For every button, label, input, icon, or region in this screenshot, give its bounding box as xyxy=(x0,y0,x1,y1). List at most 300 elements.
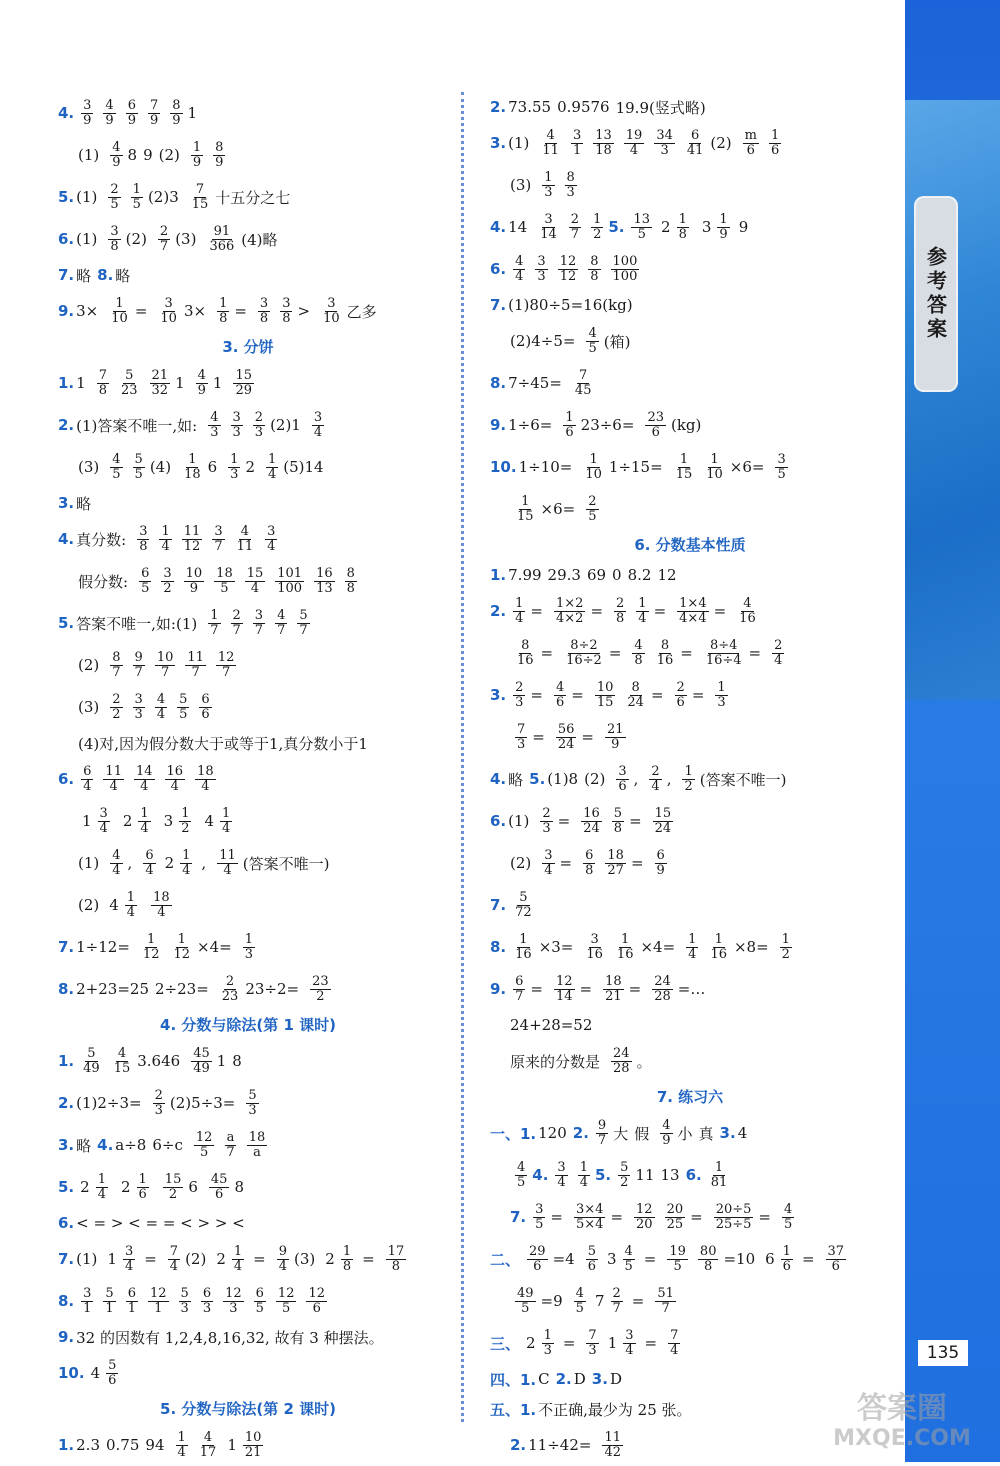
numerator: 3 xyxy=(267,523,276,539)
numerator: 6 xyxy=(141,565,150,581)
fraction xyxy=(709,1161,730,1189)
question-number: 4. xyxy=(490,770,507,788)
fraction xyxy=(586,1329,598,1357)
answer-text: 13 xyxy=(660,1166,680,1184)
numerator: 4 xyxy=(117,1045,127,1061)
fraction xyxy=(214,567,235,595)
denominator: 15 xyxy=(596,694,614,710)
numerator: 16 xyxy=(316,565,333,581)
denominator: 10 xyxy=(323,310,340,326)
answer-text: 9 xyxy=(738,218,749,236)
numerator: 4 xyxy=(634,637,643,653)
denominator: 7 xyxy=(661,1300,670,1316)
question-number: 9. xyxy=(58,302,75,320)
numerator: 2 xyxy=(612,1285,621,1301)
numerator: 1 xyxy=(679,451,689,467)
answer-text: 1 xyxy=(76,374,86,392)
numerator: 8 xyxy=(112,649,121,665)
numerator: 34 xyxy=(656,127,673,143)
denominator: 9 xyxy=(127,112,136,128)
denominator: 9 xyxy=(172,112,181,128)
numerator: 1 xyxy=(219,295,228,311)
numerator: 1 xyxy=(267,451,277,467)
numerator: 1 xyxy=(210,607,219,623)
fraction xyxy=(148,1287,169,1315)
denominator: 10 xyxy=(585,466,602,482)
numerator: 3 xyxy=(110,223,119,239)
fraction xyxy=(123,1245,135,1273)
fraction xyxy=(737,597,758,625)
numerator: 3 xyxy=(134,691,143,707)
numerator: 6 xyxy=(145,847,154,863)
denominator: 72 xyxy=(515,904,532,920)
numerator: 3 xyxy=(99,805,108,821)
answer-text: 小 xyxy=(677,1124,693,1143)
answer-line xyxy=(58,1040,438,1082)
question-number: 3. xyxy=(490,134,507,152)
answer-text: 3.646 xyxy=(137,1052,181,1070)
denominator: 4×4 xyxy=(679,610,707,626)
fraction xyxy=(624,129,645,157)
denominator: 5 xyxy=(624,1258,633,1274)
answer-text: = xyxy=(253,1250,266,1268)
page-number: 135 xyxy=(918,1340,968,1366)
answer-text: (2)5÷3= xyxy=(169,1094,236,1112)
denominator: 25÷5 xyxy=(715,1216,752,1232)
fraction xyxy=(195,765,216,793)
fraction xyxy=(704,639,744,667)
question-number: 三、 xyxy=(490,1334,521,1353)
question-number: 2. xyxy=(510,1436,527,1454)
numerator: 49 xyxy=(517,1285,534,1301)
answer-text: 假 xyxy=(634,1124,650,1143)
fraction xyxy=(96,1173,108,1201)
numerator: 8 xyxy=(346,565,355,581)
denominator: 4 xyxy=(515,610,524,626)
answer-text: 。 xyxy=(636,1052,652,1071)
numerator: 6 xyxy=(515,973,524,989)
whole-part: 6 xyxy=(765,1250,775,1268)
answer-text: 2+23=25 xyxy=(76,980,149,998)
question-number: 7. xyxy=(58,938,75,956)
question-number: 4. xyxy=(58,104,75,122)
answer-text: = xyxy=(628,980,642,998)
fraction xyxy=(586,495,598,523)
numerator: 6 xyxy=(127,1285,136,1301)
fraction xyxy=(223,1287,244,1315)
question-number: 1. xyxy=(58,374,75,392)
answer-line xyxy=(490,488,890,530)
fraction xyxy=(515,1161,527,1189)
answer-text: = xyxy=(644,1334,658,1352)
denominator: 13 xyxy=(316,580,333,596)
answer-text: = xyxy=(691,686,705,704)
answer-text: = xyxy=(530,602,543,620)
denominator: 45 xyxy=(574,382,592,398)
numerator: 3 xyxy=(535,1201,544,1217)
denominator: 4 xyxy=(515,268,524,284)
mixed-number xyxy=(80,1173,113,1201)
fraction xyxy=(605,723,626,751)
denominator: 11 xyxy=(542,142,559,158)
question-number: 五、1. xyxy=(490,1400,537,1419)
fraction xyxy=(217,297,229,325)
numerator: 6 xyxy=(656,847,665,863)
denominator: 6 xyxy=(746,142,755,158)
fraction xyxy=(133,453,145,481)
fraction xyxy=(631,213,652,241)
denominator: 9 xyxy=(189,580,199,596)
fraction xyxy=(542,171,554,199)
denominator: 4 xyxy=(223,862,232,878)
numerator: 2 xyxy=(225,973,235,989)
numerator: 11 xyxy=(187,649,204,665)
question-number: 4. xyxy=(532,1166,549,1184)
denominator: 5 xyxy=(200,1144,209,1160)
whole-part: 1 xyxy=(607,1334,618,1352)
fraction xyxy=(654,129,675,157)
numerator: 6 xyxy=(202,1285,212,1301)
answer-line xyxy=(490,968,890,1010)
numerator: 21 xyxy=(151,367,169,383)
denominator: 5 xyxy=(673,1258,682,1274)
section-heading: 7. 练习六 xyxy=(656,1088,724,1106)
answer-text: 大 xyxy=(613,1124,629,1143)
mixed-number xyxy=(164,807,197,835)
numerator: 2 xyxy=(254,409,264,425)
fraction xyxy=(591,213,603,241)
question-number: 8. xyxy=(490,938,507,956)
answer-text: (1) xyxy=(508,134,530,152)
numerator: a xyxy=(226,1129,235,1145)
fraction xyxy=(310,975,331,1003)
fraction xyxy=(615,933,636,961)
fraction xyxy=(769,129,781,157)
numerator: 1 xyxy=(589,451,598,467)
denominator: 8 xyxy=(139,538,148,554)
whole-part: 2 xyxy=(164,854,175,872)
fraction xyxy=(674,453,695,481)
answer-line xyxy=(58,1124,438,1166)
denominator: 8 xyxy=(219,310,228,326)
fraction xyxy=(578,1161,590,1189)
fraction xyxy=(112,1047,133,1075)
denominator: 42 xyxy=(604,1444,621,1460)
numerator: 8 xyxy=(172,97,181,113)
numerator: 18 xyxy=(248,1129,266,1145)
fraction xyxy=(161,567,173,595)
fraction xyxy=(155,651,176,679)
denominator: 20 xyxy=(636,1216,653,1232)
numerator: 1 xyxy=(719,211,728,227)
denominator: 24 xyxy=(557,736,575,752)
fraction xyxy=(341,1245,353,1273)
denominator: 4 xyxy=(109,778,118,794)
denominator: 7 xyxy=(191,664,200,680)
denominator: 3 xyxy=(566,184,575,200)
question-number: 3. xyxy=(58,494,75,512)
numerator: 4 xyxy=(556,679,565,695)
answer-text: 2 xyxy=(245,458,255,476)
denominator: 9 xyxy=(149,112,159,128)
numerator: 2 xyxy=(159,223,169,239)
fraction xyxy=(612,807,624,835)
denominator: 9 xyxy=(105,112,114,128)
denominator: 4 xyxy=(557,1174,566,1190)
numerator: 4 xyxy=(624,1243,633,1259)
denominator: 8 xyxy=(590,268,599,284)
whole-part: 7 xyxy=(594,1292,605,1310)
numerator: 7 xyxy=(169,1243,179,1259)
fraction xyxy=(588,255,600,283)
numerator: 12 xyxy=(559,253,577,269)
whole-part: 2 xyxy=(526,1334,536,1352)
answer-text: (2)4÷5= xyxy=(510,332,576,350)
fraction xyxy=(133,693,145,721)
fraction xyxy=(103,1287,115,1315)
numerator: 1 xyxy=(714,1159,724,1175)
answer-text: (答案不唯一) xyxy=(699,770,787,789)
numerator: 2 xyxy=(616,595,625,611)
denominator: 15 xyxy=(517,508,534,524)
mixed-number xyxy=(216,1245,249,1273)
denominator: 16 xyxy=(710,946,727,962)
denominator: 12 xyxy=(183,538,201,554)
fraction xyxy=(141,933,162,961)
numerator: 6 xyxy=(585,847,594,863)
question-number: 6. xyxy=(490,812,507,830)
denominator: 5 xyxy=(255,1300,264,1316)
answer-text: 2÷23= xyxy=(155,980,209,998)
numerator: 13 xyxy=(595,127,612,143)
fraction xyxy=(110,849,122,877)
question-number: 1. xyxy=(490,566,507,584)
answer-text: = xyxy=(559,854,573,872)
denominator: 4×2 xyxy=(556,610,584,626)
numerator: 1 xyxy=(688,931,697,947)
fraction xyxy=(655,639,676,667)
fraction xyxy=(581,807,602,835)
denominator: 100 xyxy=(277,580,303,596)
fraction xyxy=(133,651,145,679)
numerator: 4 xyxy=(546,127,555,143)
numerator: 11 xyxy=(219,847,236,863)
denominator: 18 xyxy=(595,142,612,158)
numerator: 1×4 xyxy=(679,595,707,611)
denominator: 8 xyxy=(98,382,107,398)
denominator: 5 xyxy=(112,466,121,482)
answer-text: =9 xyxy=(540,1292,563,1310)
denominator: 6 xyxy=(556,694,565,710)
fraction xyxy=(153,1089,165,1117)
numerator: 4 xyxy=(203,1429,213,1445)
answer-text: 略 xyxy=(76,266,92,285)
answer-text: = xyxy=(540,644,554,662)
numerator: 6 xyxy=(201,691,210,707)
question-number: 四、1. xyxy=(490,1370,537,1389)
numerator: 23 xyxy=(647,409,664,425)
question-number: 9. xyxy=(490,416,507,434)
fraction xyxy=(513,975,525,1003)
answer-text: (2) xyxy=(510,854,532,872)
numerator: 5 xyxy=(248,1087,257,1103)
answer-text: (2) xyxy=(78,896,100,914)
fraction xyxy=(563,411,575,439)
fraction xyxy=(596,1119,608,1147)
fraction xyxy=(574,1203,605,1231)
numerator: 10 xyxy=(244,1429,262,1445)
numerator: 2 xyxy=(112,691,121,707)
numerator: 1 xyxy=(519,931,528,947)
fraction xyxy=(660,1119,672,1147)
denominator: 8 xyxy=(342,1258,352,1274)
question-number: 10. xyxy=(58,1364,85,1382)
fraction xyxy=(527,1245,548,1273)
denominator: 5×4 xyxy=(576,1216,604,1232)
answer-text: = xyxy=(557,812,571,830)
numerator: 18 xyxy=(605,973,622,989)
answer-text: 1÷12= xyxy=(76,938,130,956)
answer-line xyxy=(490,1040,890,1082)
mixed-number xyxy=(121,1173,154,1201)
answer-text: (1)80÷5=16(kg) xyxy=(508,296,633,314)
denominator: 9 xyxy=(83,112,92,128)
fraction xyxy=(233,369,254,397)
section-heading: 4. 分数与除法(第 1 课时) xyxy=(160,1016,336,1034)
answer-text: = xyxy=(550,1208,563,1226)
denominator: 6 xyxy=(782,1258,791,1274)
denominator: 366 xyxy=(209,238,235,254)
denominator: 3 xyxy=(717,694,726,710)
numerator: 1 xyxy=(244,931,253,947)
denominator: 16 xyxy=(586,946,603,962)
fraction xyxy=(231,411,243,439)
answer-text: = xyxy=(630,854,644,872)
denominator: 4 xyxy=(156,706,166,722)
numerator: 51 xyxy=(657,1285,674,1301)
answer-text: D xyxy=(573,1370,586,1388)
fraction xyxy=(540,807,552,835)
answer-line xyxy=(58,518,438,560)
whole-part: 2 xyxy=(661,218,671,236)
numerator: 6 xyxy=(127,97,136,113)
denominator: 4 xyxy=(222,820,231,836)
denominator: 7 xyxy=(112,664,121,680)
numerator: 1 xyxy=(684,763,693,779)
question-number: 7. xyxy=(58,1250,75,1268)
denominator: 6 xyxy=(587,1258,596,1274)
answer-text: (2) xyxy=(125,230,147,248)
numerator: 3 xyxy=(557,1159,566,1175)
numerator: 3 xyxy=(259,295,269,311)
denominator: 9 xyxy=(611,736,620,752)
mixed-number xyxy=(325,1245,358,1273)
fraction xyxy=(97,369,109,397)
answer-line xyxy=(58,968,438,1010)
fraction xyxy=(345,567,357,595)
denominator: 2 xyxy=(593,226,602,242)
fraction xyxy=(275,609,287,637)
fraction xyxy=(611,1287,623,1315)
answer-text: 29.3 xyxy=(547,566,581,584)
answer-text: = xyxy=(532,728,545,746)
fraction xyxy=(184,567,205,595)
numerator: 1 xyxy=(593,211,602,227)
numerator: 3 xyxy=(139,523,148,539)
question-number: 8. xyxy=(58,1292,75,1310)
answer-line xyxy=(490,122,890,164)
question-number: 6. xyxy=(490,260,507,278)
denominator: 4 xyxy=(157,904,166,920)
numerator: 8 xyxy=(631,679,640,695)
denominator: 12 xyxy=(142,946,160,962)
numerator: 1 xyxy=(181,805,190,821)
numerator: 8 xyxy=(590,253,599,269)
fraction xyxy=(682,765,694,793)
fraction xyxy=(139,567,151,595)
answer-text: < = > < = = < > > < xyxy=(76,1214,245,1232)
denominator: 3 xyxy=(229,1300,238,1316)
denominator: 7 xyxy=(222,664,231,680)
fraction xyxy=(623,1329,635,1357)
numerator: 1 xyxy=(138,1171,147,1187)
denominator: 7 xyxy=(159,238,169,254)
numerator: 1 xyxy=(222,805,231,821)
answer-line xyxy=(58,1322,438,1352)
question-number: 8. xyxy=(97,266,114,284)
denominator: 8 xyxy=(346,580,355,596)
question-number: 2. xyxy=(572,1124,589,1142)
question-number: 一、1. xyxy=(490,1124,537,1143)
fraction xyxy=(603,975,624,1003)
numerator: 1 xyxy=(233,1243,243,1259)
answer-text: (4)略 xyxy=(241,230,278,249)
numerator: 4 xyxy=(743,595,752,611)
answer-text: =4 xyxy=(552,1250,575,1268)
answer-text: = xyxy=(631,1292,645,1310)
answer-line xyxy=(58,1280,438,1322)
denominator: 16÷4 xyxy=(705,652,742,668)
answer-text: (3) xyxy=(294,1250,316,1268)
fraction xyxy=(171,933,192,961)
answer-line xyxy=(58,1424,438,1466)
numerator: 3 xyxy=(232,409,241,425)
denominator: 9 xyxy=(112,154,121,170)
answer-text: (2) xyxy=(584,770,606,788)
answer-text: (2)3 xyxy=(147,188,179,206)
answer-text: 2.3 xyxy=(76,1436,100,1454)
denominator: 28 xyxy=(654,988,671,1004)
whole-part: 1 xyxy=(82,812,92,830)
denominator: 6 xyxy=(108,1372,117,1388)
answer-text: 12 xyxy=(657,566,677,584)
fraction xyxy=(180,849,192,877)
denominator: 2 xyxy=(620,1174,629,1190)
fraction xyxy=(632,639,644,667)
answer-line xyxy=(58,758,438,800)
denominator: 3 xyxy=(248,1102,257,1118)
numerator: 2 xyxy=(588,493,597,509)
whole-part: 2 xyxy=(216,1250,226,1268)
denominator: 9 xyxy=(215,154,224,170)
numerator: 24 xyxy=(613,1045,630,1061)
numerator: 5 xyxy=(179,691,188,707)
numerator: 3 xyxy=(164,295,173,311)
numerator: 24 xyxy=(654,973,671,989)
numerator: m xyxy=(744,127,757,143)
denominator: 8 xyxy=(613,820,623,836)
fraction xyxy=(616,765,628,793)
